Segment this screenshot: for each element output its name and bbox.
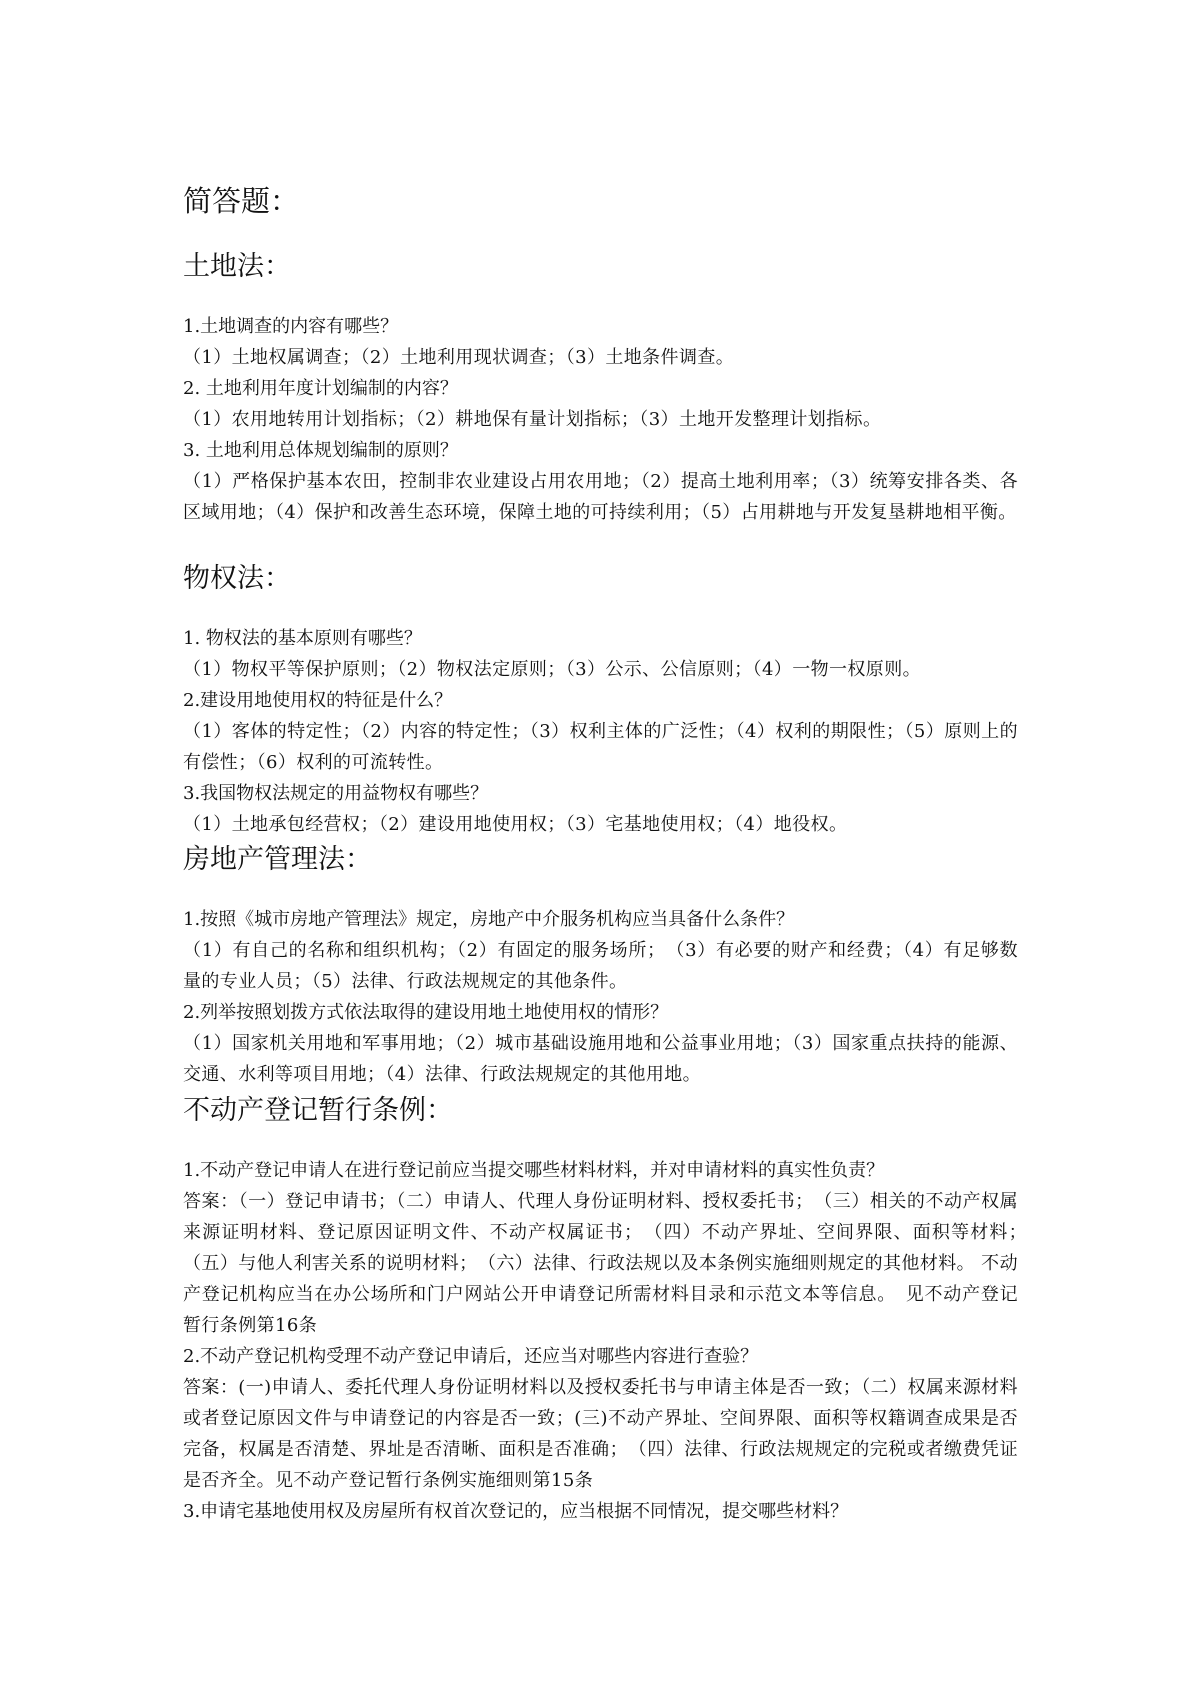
question: 1.不动产登记申请人在进行登记前应当提交哪些材料材料，并对申请材料的真实性负责？ (183, 1160, 885, 1181)
answer: （1）国家机关用地和军事用地；（2）城市基础设施用地和公益事业用地；（3）国家重点扶持的能源、交通、水利等项目用地；（4）法律、行政法规规定的其他用地。 (183, 1033, 1018, 1085)
answer: （1）有自己的名称和组织机构；（2）有固定的服务场所； （3）有必要的财产和经费；（4）有足够数量的专业人员；（5）法律、行政法规规定的其他条件。 (183, 940, 1018, 992)
question: 1.按照《城市房地产管理法》规定，房地产中介服务机构应当具备什么条件？ (183, 909, 795, 930)
answer: （1）客体的特定性；（2）内容的特定性；（3）权利主体的广泛性；（4）权利的期限性；（5）原则上的有偿性；（6）权利的可流转性。 (183, 721, 1018, 773)
answer: （1）严格保护基本农田，控制非农业建设占用农用地；（2）提高土地利用率；（3）统筹安排各类、各区域用地；（4）保护和改善生态环境，保障土地的可持续利用；（5）占用耕地与开发复垦耕地相平衡。 (183, 471, 1018, 523)
answer: 答案：（一）登记申请书；（二）申请人、代理人身份证明材料、授权委托书； （三）相关的不动产权属来源证明材料、登记原因证明文件、不动产权属证书； （四）不动产界址、空间界限、面积等材料； （五）与他人利害关系的说明材料； （六）法律、行政法规以及本条例实施细则规定的其他材料。 不动产登记机构应当在办公场所和门户网站公开申请登记所需材料目录和示范文本等信息。 见不动产登记暂行条例第16条 (183, 1191, 1037, 1336)
question: 2. 土地利用年度计划编制的内容？ (183, 378, 458, 399)
section-real-estate-law (183, 904, 1018, 1090)
question: 1. 物权法的基本原则有哪些？ (183, 628, 422, 649)
question: 3.申请宅基地使用权及房屋所有权首次登记的，应当根据不同情况，提交哪些材料？ (183, 1501, 849, 1522)
answer: （1）物权平等保护原则；（2）物权法定原则；（3）公示、公信原则；（4）一物一权原则。 (183, 659, 922, 680)
answer: 答案：(一)申请人、委托代理人身份证明材料以及授权委托书与申请主体是否一致；（二）权属来源材料或者登记原因文件与申请登记的内容是否一致；(三)不动产界址、空间界限、面积等权籍调查成果是否完备，权属是否清楚、界址是否清晰、面积是否准确； （四）法律、行政法规规定的完税或者缴费凭证是否齐全。见不动产登记暂行条例实施细则第15条 (183, 1377, 1018, 1491)
answer: （1）农用地转用计划指标；（2）耕地保有量计划指标；（3）土地开发整理计划指标。 (183, 409, 882, 430)
section-heading-registration-regulation: 不动产登记暂行条例： (183, 1095, 453, 1126)
section-land-law (183, 311, 1018, 528)
question: 1.土地调查的内容有哪些？ (183, 316, 399, 337)
question: 2.不动产登记机构受理不动产登记申请后，还应当对哪些内容进行查验？ (183, 1346, 759, 1367)
answer: （1）土地承包经营权；（2）建设用地使用权；（3）宅基地使用权；（4）地役权。 (183, 814, 848, 835)
question: 2.建设用地使用权的特征是什么？ (183, 690, 453, 711)
question: 2.列举按照划拨方式依法取得的建设用地土地使用权的情形？ (183, 1002, 669, 1023)
question: 3. 土地利用总体规划编制的原则？ (183, 440, 458, 461)
section-heading-real-estate-law: 房地产管理法： (183, 844, 372, 875)
section-registration-regulation (183, 1155, 1037, 1527)
section-property-law (183, 623, 1018, 840)
question: 3.我国物权法规定的用益物权有哪些？ (183, 783, 489, 804)
answer: （1）土地权属调查；（2）土地利用现状调查；（3）土地条件调查。 (183, 347, 735, 368)
section-heading-land-law: 土地法： (183, 251, 291, 282)
section-heading-property-law: 物权法： (183, 563, 291, 594)
document-title: 简答题： (183, 184, 300, 218)
